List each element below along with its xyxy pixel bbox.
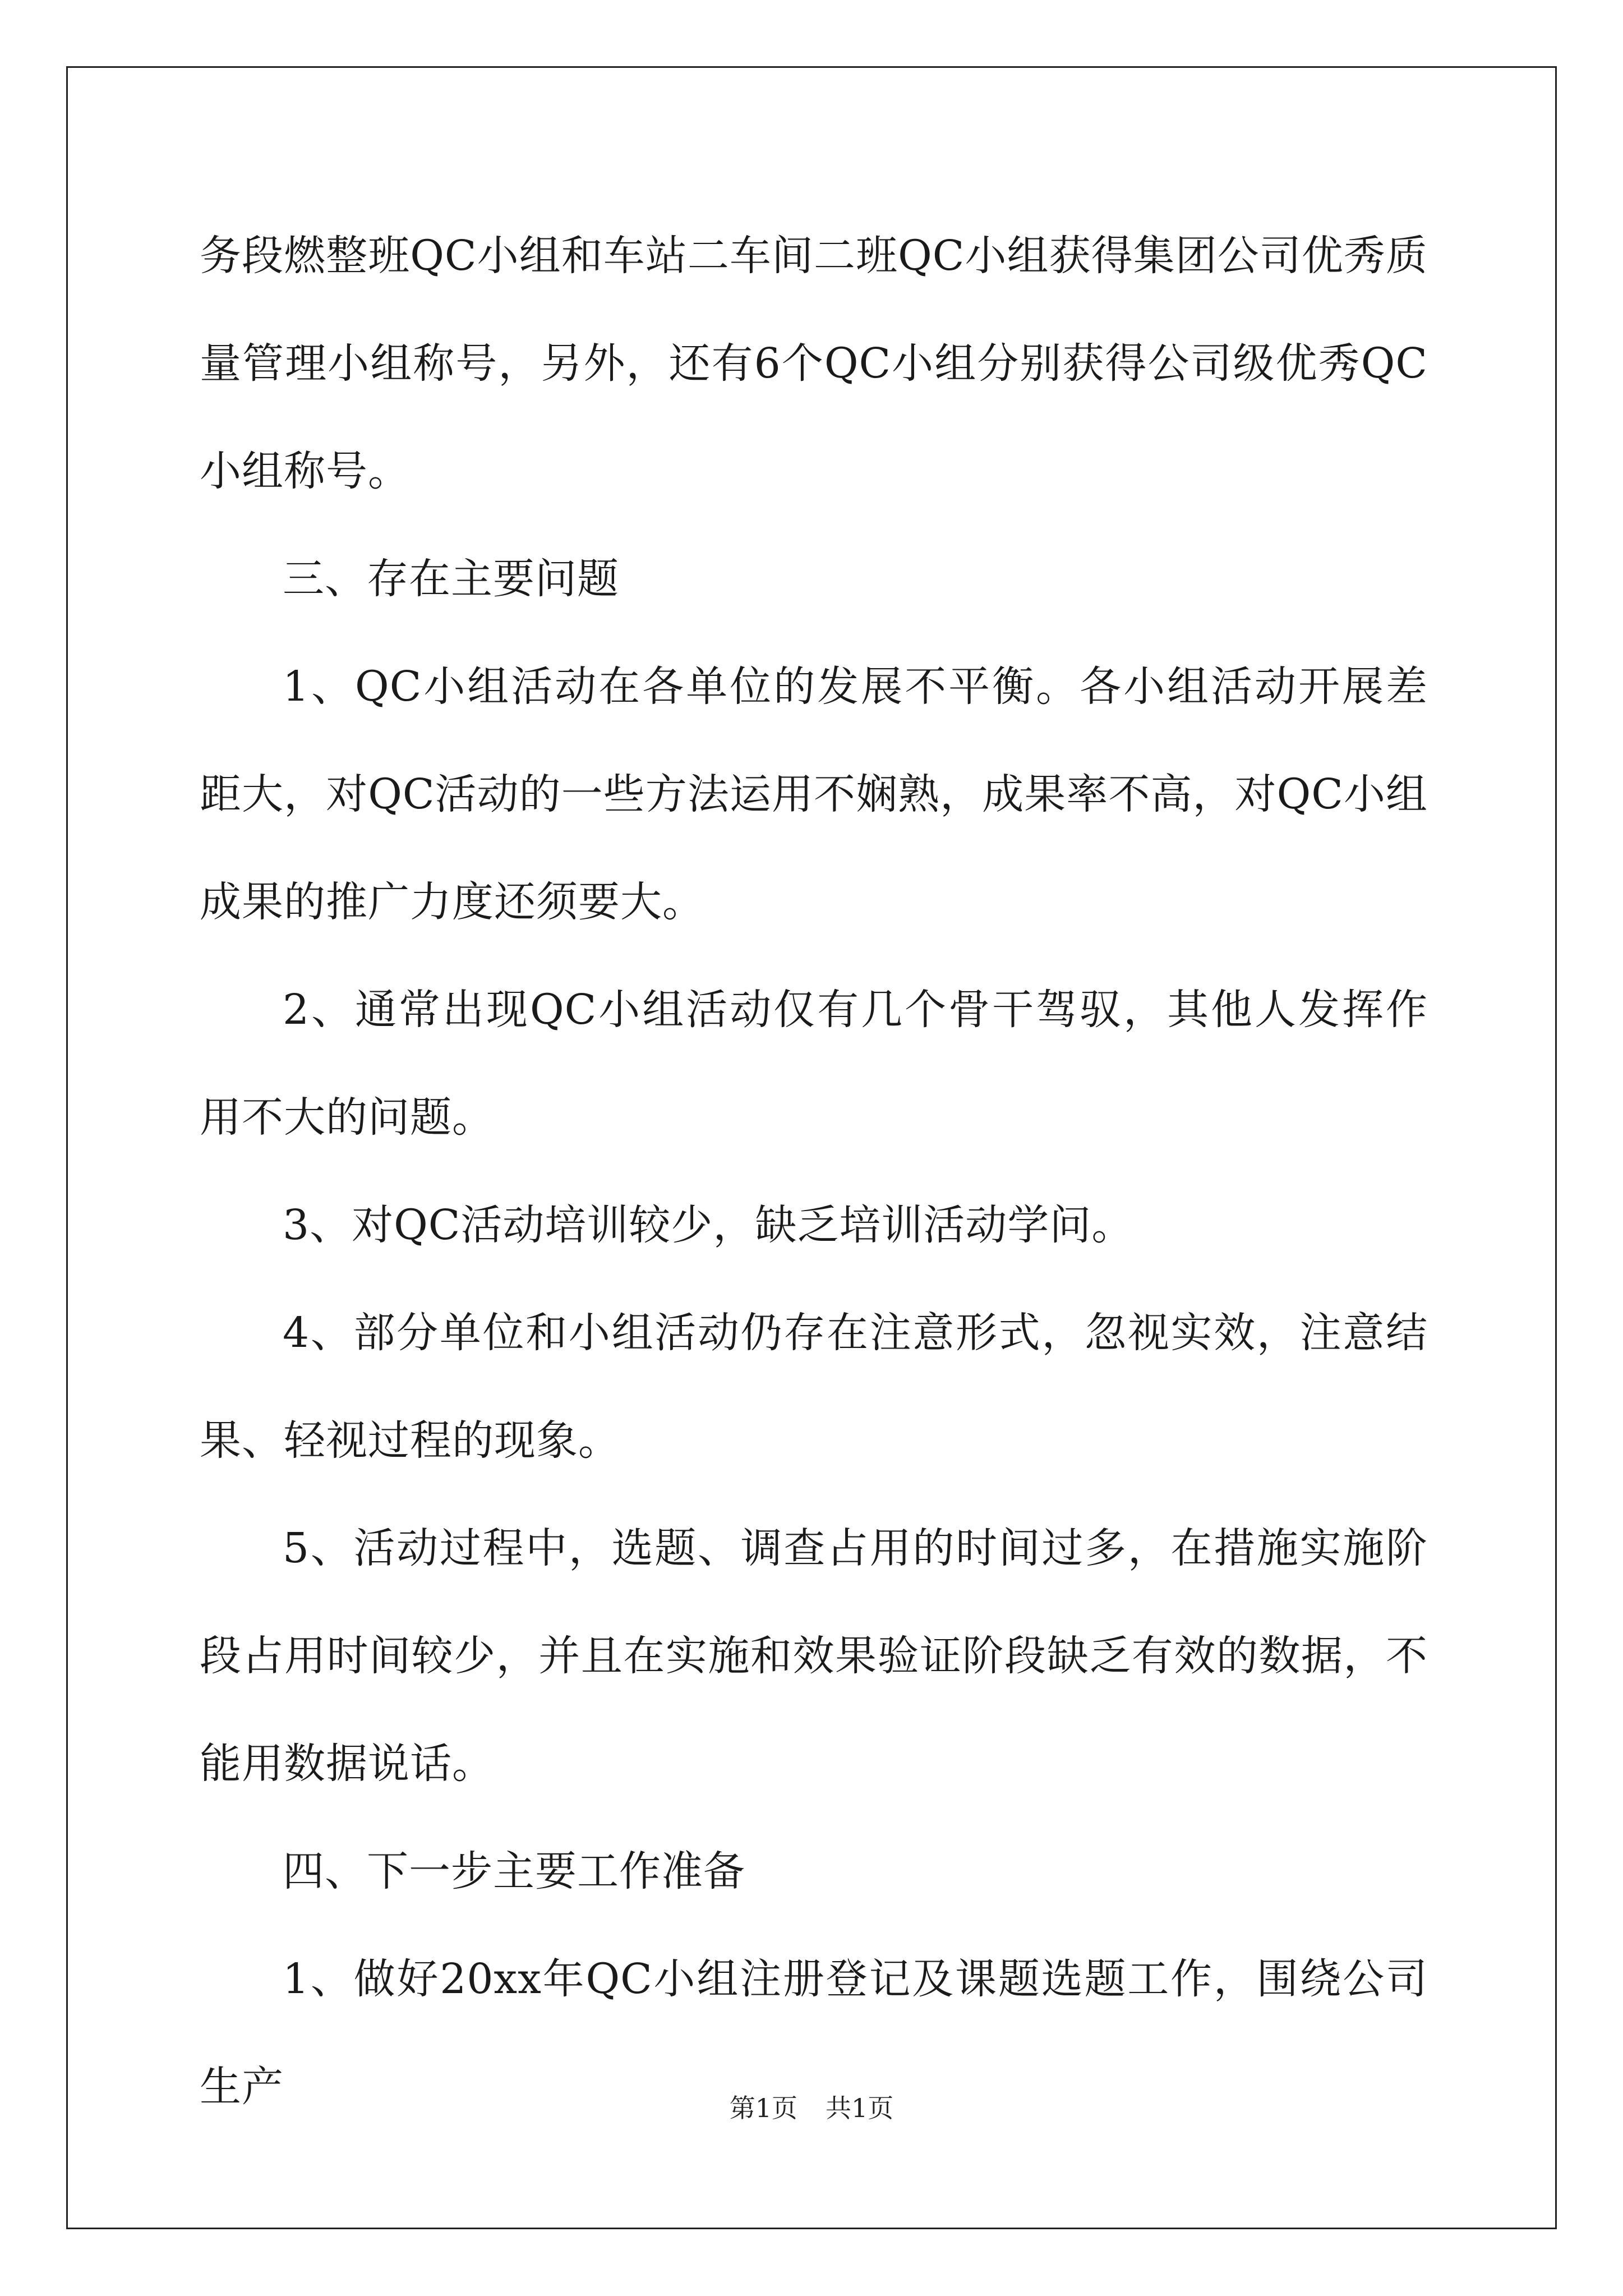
- section-heading-3: 三、存在主要问题: [283, 555, 619, 603]
- paragraph-item-2: 2、通常出现QC小组活动仅有几个骨干驾驭，其他人发挥作用不大的问题。: [200, 986, 1428, 1142]
- paragraph-item-3: 3、对QC活动培训较少，缺乏培训活动学问。: [283, 1201, 1134, 1249]
- section-heading-4: 四、下一步主要工作准备: [283, 1847, 745, 1895]
- page-footer: [0, 2091, 1623, 2125]
- paragraph-1: 务段燃整班QC小组和车站二车间二班QC小组获得集团公司优秀质量管理小组称号，另外，还有6个QC小组分别获得公司级优秀QC小组称号。: [200, 232, 1428, 495]
- paragraph-item-1: 1、QC小组活动在各单位的发展不平衡。各小组活动开展差距大，对QC活动的一些方法运用不娴熟，成果率不高，对QC小组成果的推广力度还须要大。: [200, 662, 1428, 926]
- paragraph-next-1: 1、做好20xx年QC小组注册登记及课题选题工作，围绕公司生产: [200, 1955, 1428, 2111]
- paragraph-item-4: 4、部分单位和小组活动仍存在注意形式，忽视实效，注意结果、轻视过程的现象。: [200, 1309, 1428, 1465]
- paragraph-item-5: 5、活动过程中，选题、调查占用的时间过多，在措施实施阶段占用时间较少，并且在实施和效果验证阶段缺乏有效的数据，不能用数据说话。: [200, 1524, 1428, 1788]
- page-number-current: 第1页: [729, 2093, 797, 2123]
- document-body: [200, 202, 1428, 2141]
- page-number-total: 共1页: [826, 2093, 894, 2123]
